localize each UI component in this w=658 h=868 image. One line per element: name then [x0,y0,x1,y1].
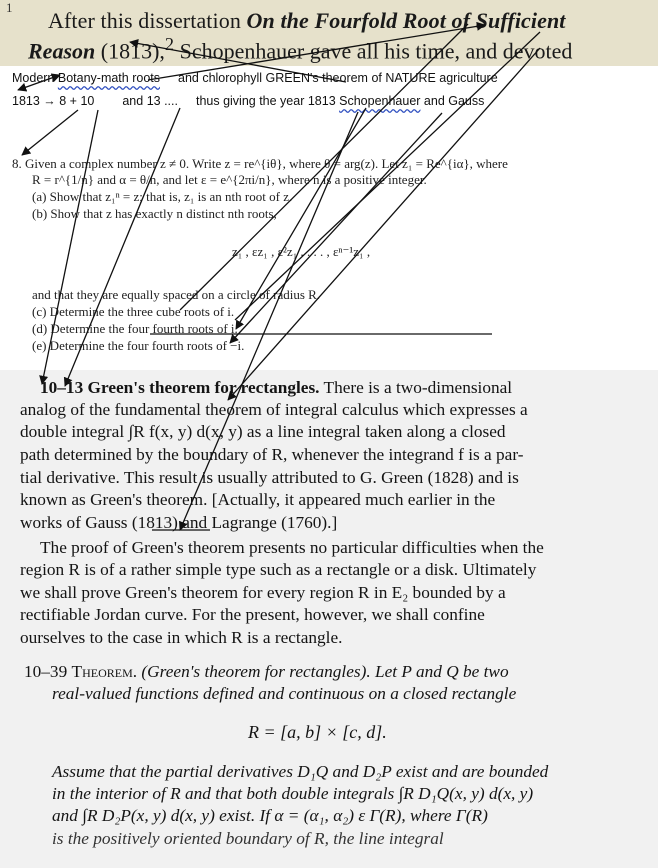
annotation-line-2: 1813 → 8 + 10 and 13 .... thus giving the year 1813 Schopenhauer and Gauss [12,94,485,108]
theorem-number: 10–39 [24,662,68,681]
paragraph-line: path determined by the boundary of R, whenever the integrand f is a par- [20,445,524,464]
rectangle-equation: R = [a, b] × [c, d]. [248,722,387,742]
exercise-line: (a) Show that z₁ⁿ = z; that is, z₁ is an nth root of z. [32,189,293,204]
paragraph-line: analog of the fundamental theorem of integral calculus which expresses a [20,400,528,419]
section-title: Green's theorem for rectangles. [87,378,320,397]
theorem-line: in the interior of R and that both double integrals ∫R D₁Q(x, y) d(x, y) [52,784,534,803]
paragraph-line: works of Gauss (1813) and Lagrange (1760).] [20,513,338,532]
paragraph-line: region R is of a rather simple type such as a rectangle or a disk. Ultimately [20,560,537,579]
paragraph-line: The proof of Green's theorem presents no particular difficulties when the [40,538,544,557]
paragraph-line: we shall prove Green's theorem for every region R in E₂ bounded by a [20,583,506,602]
annotation-band [0,66,658,154]
exercise-line: (d) Determine the four fourth roots of i. [32,321,238,336]
right-arrow-icon: → [43,94,56,108]
scan-excerpt-complex-roots [0,154,658,370]
scan-excerpt-schopenhauer [0,0,658,66]
book-title: On the Fourfold Root of Sufficient [246,8,566,33]
exercise-line: 8. Given a complex number z ≠ 0. Write z = re^{iθ}, where θ = arg(z). Let z₁ = Re^{iα}, where [12,156,508,171]
paragraph-line: ourselves to the case in which R is a rectangle. [20,628,343,647]
paragraph-line: rectifiable Jordan curve. For the present, however, we shall confine [20,605,485,624]
section-number: 10–13 [40,378,84,397]
exercise-line: (e) Determine the four fourth roots of −i. [32,338,245,353]
exercise-line: R = r^{1/n} and α = θ/n, and let ε = e^{2πi/n}, where n is a positive integer. [32,172,427,187]
theorem-line: Assume that the partial derivatives D₁Q and D₂P exist and are bounded [52,762,549,781]
theorem-line: and ∫R D₂P(x, y) d(x, y) exist. If α = (α₁, α₂) ε Γ(R), where Γ(R) [52,806,488,825]
section-heading-line: 10–13 Green's theorem for rectangles. There is a two-dimensional [40,378,513,397]
botany-math-roots-text: Botany-math roots [57,71,160,85]
exercise-roots-list: z₁ , εz₁ , ε²z₁ , . . . , εⁿ⁻¹z₁ , [232,244,371,259]
annotation-line-1: Modern Botany-math roots and chlorophyll GREEN's theorem of NATURE agriculture [12,71,498,85]
schopenhauer-line-1: After this dissertation On the Fourfold Root of Sufficient [48,8,566,33]
exercise-line: (b) Show that z has exactly n distinct nth roots, [32,206,277,221]
scan-excerpt-greens-theorem [0,370,658,868]
theorem-heading-line: 10–39 Theorem. (Green's theorem for rectangles). Let P and Q be two [24,662,509,681]
schopenhauer-line-2: Reason (1813),$^2$ Schopenhauer gave all his time, and devoted [28,34,573,64]
paragraph-line: double integral ∫R f(x, y) d(x, y) as a line integral taken along a closed [20,422,506,441]
theorem-line: real-valued functions defined and continuous on a closed rectangle [52,684,517,703]
page-corner-mark: 1 [6,0,13,15]
theorem-line-cut: is the positively oriented boundary of R, the line integral [52,829,444,848]
exercise-line: and that they are equally spaced on a circle of radius R. [32,287,321,302]
paragraph-line: known as Green's theorem. [Actually, it appeared much earlier in the [20,490,496,509]
paragraph-line: tial derivative. This result is usually attributed to G. Green (1828) and is [20,468,519,487]
exercise-line: (c) Determine the three cube roots of i. [32,304,235,319]
theorem-word: Theorem. [71,662,138,681]
